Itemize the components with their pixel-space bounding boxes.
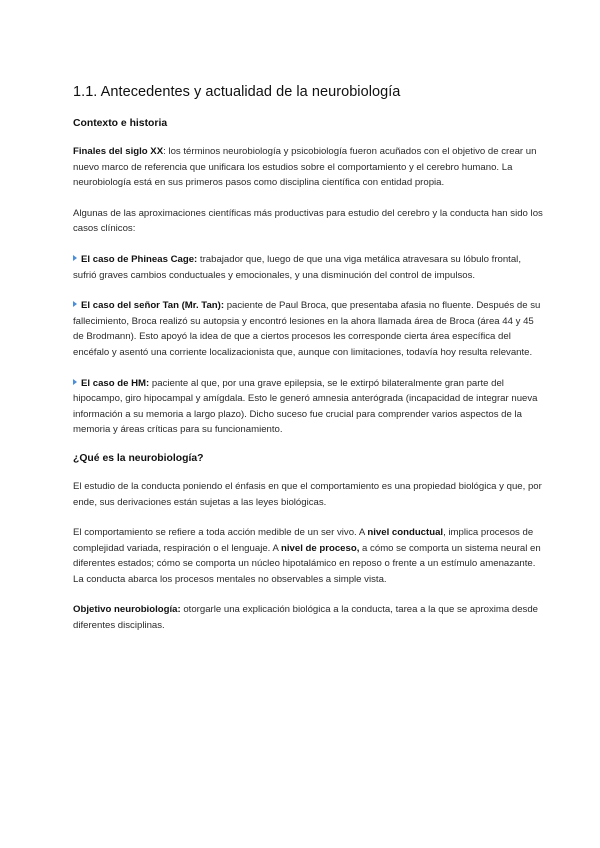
case-text: trabajador que, luego de que una viga metálica atravesara su lóbulo frontal, sufrió graves cambios conductuales y emocionales, y una disminución del control de impulsos.	[73, 253, 521, 281]
bullet-icon	[73, 255, 77, 261]
paragraph-text: otorgarle una explicación biológica a la conducta, tarea a la que se aproxima desde diferentes disciplinas.	[73, 604, 539, 632]
text-segment: a cómo se comporta un sistema neural en diferentes estados; cómo se comporta un núcleo hipotalámico en reposo o frente a un estímulo amenazante. La conducta abarca los procesos mentales no observables a simple vista.	[73, 542, 541, 585]
text-segment: El comportamiento se refiere a toda acción medible de un ser vivo. A	[73, 527, 368, 539]
case-lead: El caso de Phineas Cage:	[81, 253, 198, 265]
paragraph-text: : los términos neurobiología y psicobiología fueron acuñados con el objetivo de crear un nuevo marco de referencia que unificara los estudios sobre el comportamiento y el cerebro humano. La neurobiología está en sus primeros pasos como disciplina científica con entidad propia.	[73, 146, 537, 189]
bullet-icon	[73, 379, 77, 385]
bold-nivel-conductual: nivel conductual	[367, 527, 444, 539]
case-text: paciente de Paul Broca, que presentaba afasia no fluente. Después de su fallecimiento, Broca realizó su autopsia y encontró lesiones en la ahora llamada área de Broca (área 44 y 45 de Brodmann). Esto apoyó la idea de que a ciertos procesos les corresponde cierta área específica del encéfalo y asentó una corriente localizacionista que, aunque con limitaciones, todavía hoy resulta relevante.	[73, 300, 541, 358]
case-lead: El caso de HM:	[81, 377, 150, 389]
paragraph-lead: Finales del siglo XX	[73, 146, 164, 157]
document-content	[73, 84, 543, 649]
heading-what-is: ¿Qué es la neurobiología?	[73, 452, 204, 464]
case-text: paciente al que, por una grave epilepsia, se le extirpó bilateralmente gran parte del hipocampo, giro hipocampal y amígdala. Esto le generó amnesia anterógrada (incapacidad de integrar nueva información a su memoria a largo plazo). Dicho suceso fue crucial para comprender varios aspectos de la memoria y áreas críticas para su funcionamiento.	[73, 377, 538, 436]
heading-context: Contexto e historia	[73, 118, 168, 129]
paragraph-finales-siglo	[73, 144, 543, 191]
case-mr-tan	[73, 298, 543, 360]
bullet-icon	[73, 301, 77, 307]
case-hm	[73, 376, 543, 438]
text-segment: , implica procesos de complejidad variada, respiración o el lenguaje. A	[73, 527, 534, 554]
paragraph-aproximaciones: Algunas de las aproximaciones científicas más productivas para estudio del cerebro y la conducta han sido los casos clínicos:	[73, 207, 543, 235]
case-lead: El caso del señor Tan (Mr. Tan):	[81, 300, 225, 312]
paragraph-comportamiento	[73, 525, 543, 587]
case-phineas	[73, 252, 543, 283]
paragraph-objetivo	[73, 602, 543, 633]
paragraph-definicion: El estudio de la conducta poniendo el énfasis en que el comportamiento es una propiedad biológica y que, por ende, sus derivaciones están sujetas a las leyes biológicas.	[73, 480, 542, 508]
section-title: 1.1. Antecedentes y actualidad de la neurobiología	[73, 84, 401, 100]
paragraph-lead: Objetivo neurobiología:	[73, 604, 181, 616]
bold-nivel-proceso: nivel de proceso,	[281, 542, 360, 554]
